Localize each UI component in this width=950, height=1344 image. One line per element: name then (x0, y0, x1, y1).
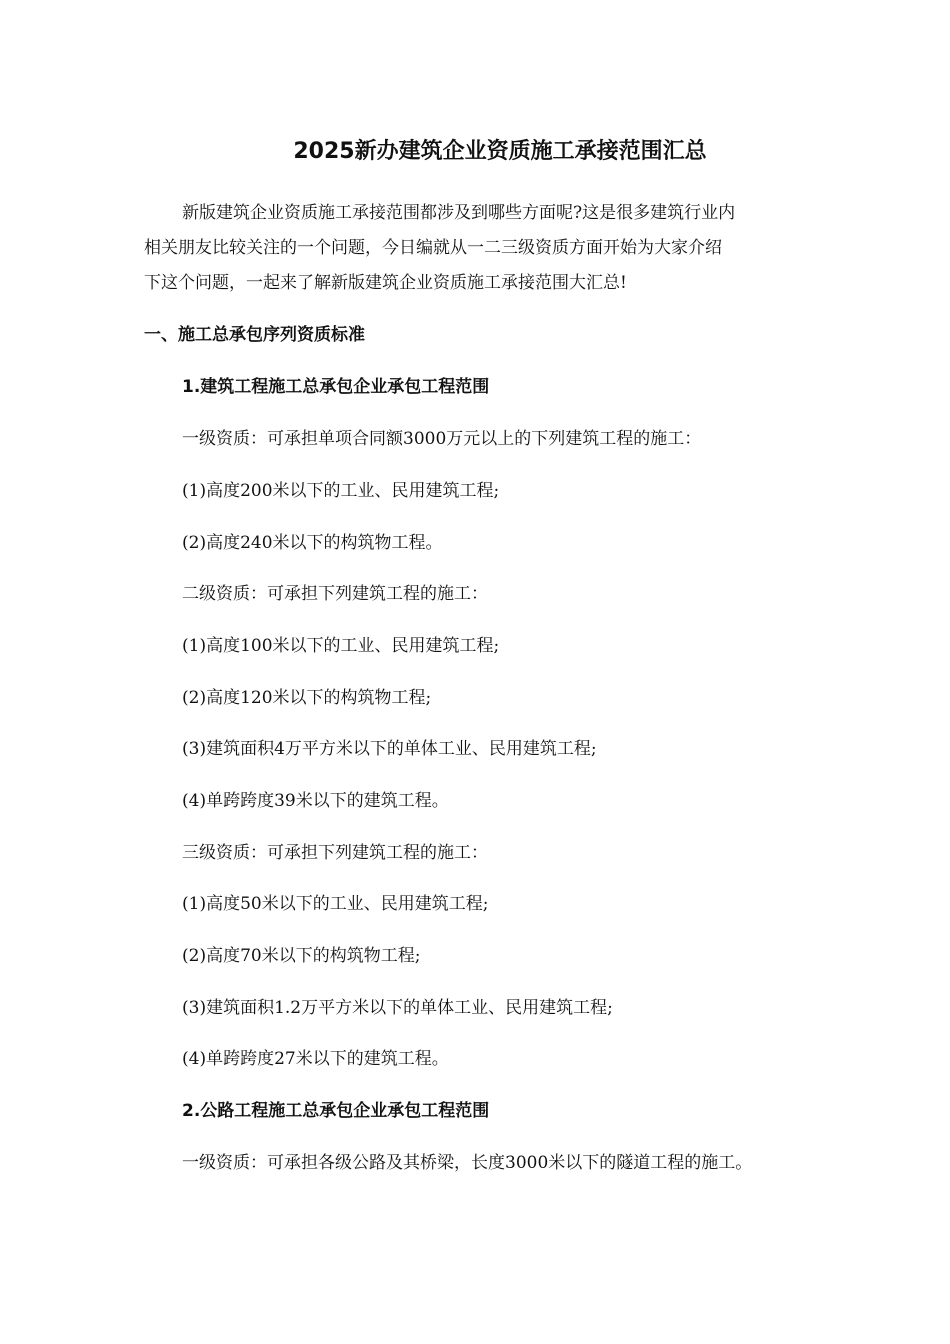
intro-line: 新版建筑企业资质施工承接范围都涉及到哪些方面呢?这是很多建筑行业内 (182, 203, 736, 223)
section-heading: 一、施工总承包序列资质标准 (144, 325, 365, 345)
intro-line: 下这个问题，一起来了解新版建筑企业资质施工承接范围大汇总! (144, 273, 627, 293)
list-item: (2)高度120米以下的构筑物工程; (182, 688, 432, 708)
qualification-level-text: 二级资质：可承担下列建筑工程的施工： (182, 584, 488, 604)
list-item: (3)建筑面积1.2万平方米以下的单体工业、民用建筑工程; (182, 998, 613, 1018)
qualification-level-text: 一级资质：可承担各级公路及其桥梁，长度3000米以下的隧道工程的施工。 (182, 1153, 753, 1173)
list-item: (4)单跨跨度27米以下的建筑工程。 (182, 1049, 449, 1069)
subsection-heading: 2.公路工程施工总承包企业承包工程范围 (182, 1101, 490, 1121)
list-item: (2)高度70米以下的构筑物工程; (182, 946, 421, 966)
list-item: (2)高度240米以下的构筑物工程。 (182, 533, 443, 553)
list-item: (1)高度50米以下的工业、民用建筑工程; (182, 894, 489, 914)
list-item: (4)单跨跨度39米以下的建筑工程。 (182, 791, 449, 811)
qualification-level-text: 三级资质：可承担下列建筑工程的施工： (182, 843, 488, 863)
intro-paragraph (144, 196, 824, 301)
qualification-level-text: 一级资质：可承担单项合同额3000万元以上的下列建筑工程的施工： (182, 429, 702, 449)
subsection-heading: 1.建筑工程施工总承包企业承包工程范围 (182, 377, 490, 397)
list-item: (1)高度100米以下的工业、民用建筑工程; (182, 636, 500, 656)
intro-line: 相关朋友比较关注的一个问题，今日编就从一二三级资质方面开始为大家介绍 (144, 238, 722, 258)
list-item: (1)高度200米以下的工业、民用建筑工程; (182, 481, 500, 501)
list-item: (3)建筑面积4万平方米以下的单体工业、民用建筑工程; (182, 739, 597, 759)
document-title: 2025新办建筑企业资质施工承接范围汇总 (293, 139, 707, 164)
